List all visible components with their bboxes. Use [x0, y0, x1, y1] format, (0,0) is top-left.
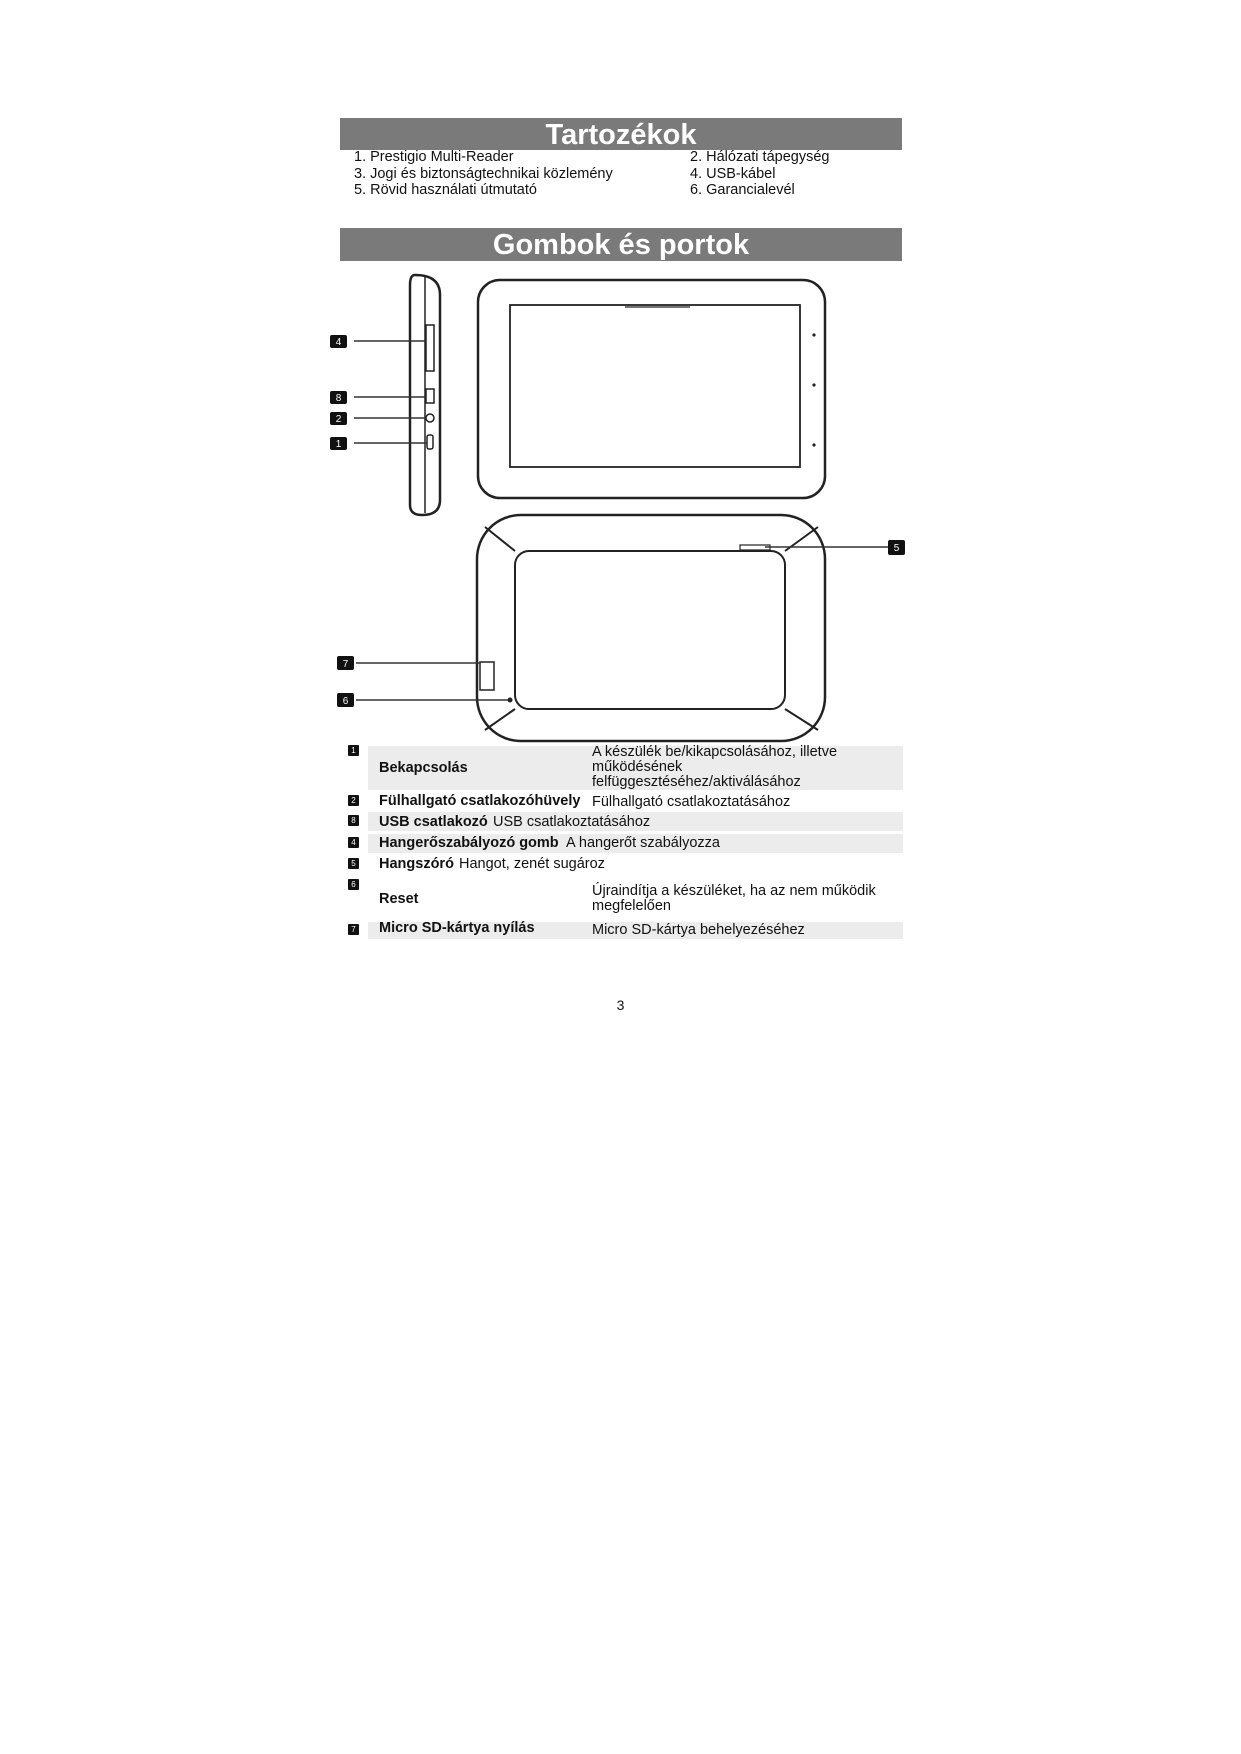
part-desc: Újraindítja a készüléket, ha az nem működik	[592, 883, 876, 899]
part-desc: USB csatlakoztatásához	[493, 814, 651, 830]
part-desc: felfüggesztéséhez/aktiválásához	[592, 774, 801, 790]
callout-8: 8	[335, 393, 342, 404]
part-desc: A készülék be/kikapcsolásához, illetve	[592, 744, 838, 760]
callout-6: 6	[342, 696, 349, 707]
accessory-item-5: 5. Rövid használati útmutató	[354, 182, 537, 198]
part-name: Hangszóró	[379, 856, 454, 872]
back-view-outline	[477, 515, 825, 741]
part-desc: működésének	[592, 759, 683, 775]
accessory-item-6: 6. Garancialevél	[690, 182, 795, 198]
side-power-button	[427, 435, 433, 449]
part-name: Reset	[379, 891, 419, 907]
part-desc: Fülhallgató csatlakoztatásához	[592, 794, 791, 810]
buttons-heading: Gombok és portok	[340, 228, 902, 261]
accessory-item-3: 3. Jogi és biztonságtechnikai közlemény	[354, 166, 613, 182]
page-number: 3	[616, 997, 625, 1013]
callout-5: 5	[893, 543, 900, 554]
side-volume-button	[426, 325, 434, 371]
row-marker: 1	[348, 745, 359, 756]
callout-2: 2	[335, 414, 342, 425]
back-reset-hole	[508, 698, 513, 703]
row-marker: 2	[348, 795, 359, 806]
part-name: Micro SD-kártya nyílás	[379, 920, 535, 936]
part-name: USB csatlakozó	[379, 814, 488, 830]
row-marker: 4	[348, 837, 359, 848]
accessories-heading: Tartozékok	[340, 118, 902, 150]
device-diagram	[335, 265, 910, 755]
part-name: Hangerőszabályozó gomb	[379, 835, 559, 851]
part-desc: A hangerőt szabályozza	[566, 835, 720, 851]
side-usb-port	[426, 389, 434, 403]
part-name: Bekapcsolás	[379, 760, 468, 776]
callout-7: 7	[342, 659, 349, 670]
front-screen	[510, 305, 800, 467]
side-headphone-jack	[426, 414, 434, 422]
back-sd-slot	[480, 662, 494, 690]
part-desc: Micro SD-kártya behelyezéséhez	[592, 922, 805, 938]
row-marker: 7	[348, 924, 359, 935]
accessory-item-4: 4. USB-kábel	[690, 166, 776, 182]
front-view-outline	[478, 280, 825, 498]
accessory-item-1: 1. Prestigio Multi-Reader	[354, 149, 514, 165]
accessory-item-2: 2. Hálózati tápegység	[690, 149, 830, 165]
part-desc: megfelelően	[592, 898, 671, 914]
row-marker: 8	[348, 815, 359, 826]
part-name: Fülhallgató csatlakozóhüvely	[379, 793, 581, 809]
callout-1: 1	[335, 439, 342, 450]
row-marker: 6	[348, 879, 359, 890]
part-desc: Hangot, zenét sugároz	[459, 856, 605, 872]
callout-4: 4	[335, 337, 342, 348]
row-marker: 5	[348, 858, 359, 869]
